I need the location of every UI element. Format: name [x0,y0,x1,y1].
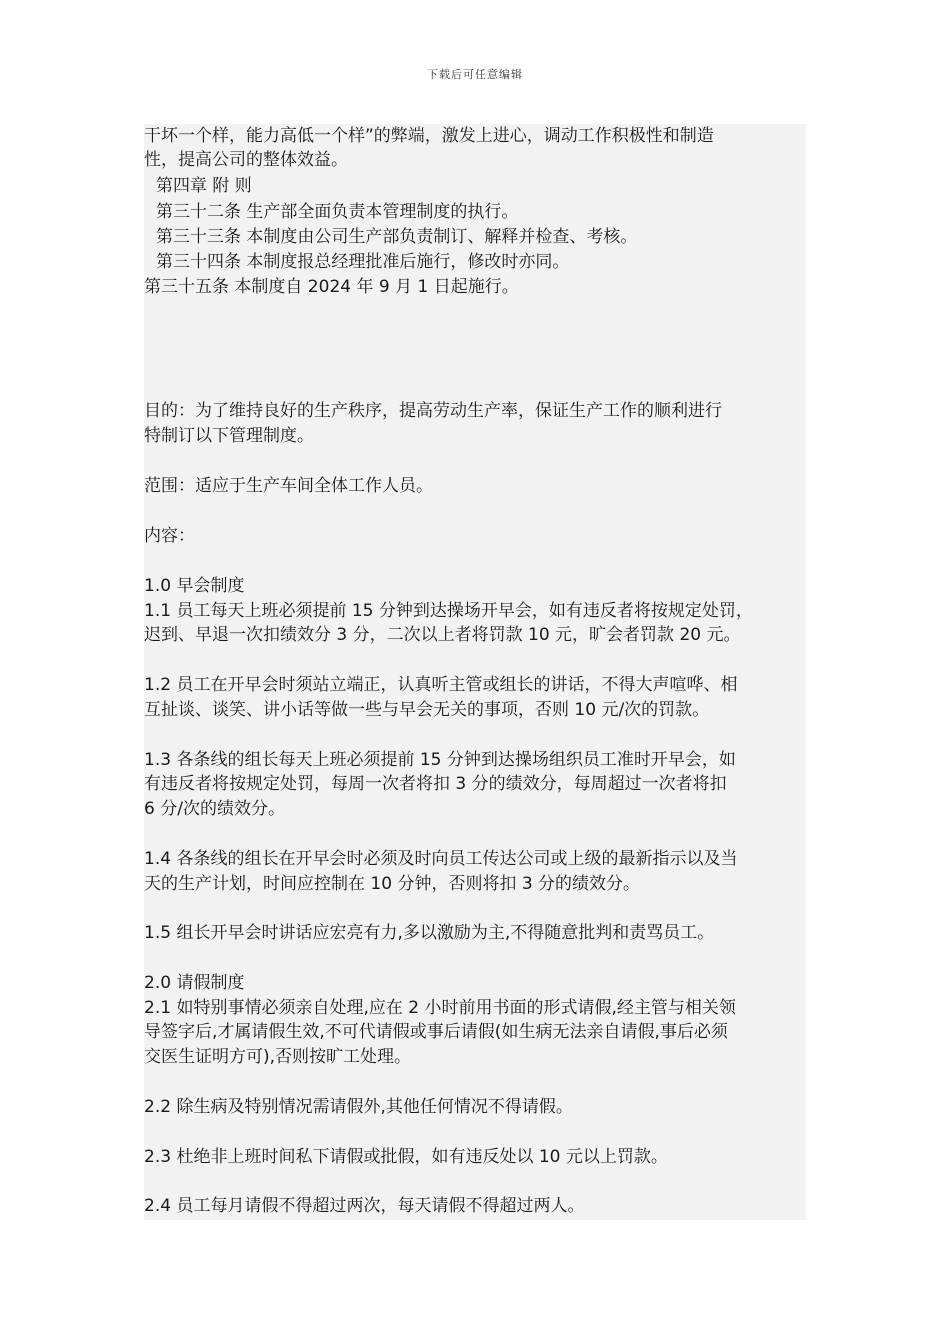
article-line: 第三十三条 本制度由公司生产部负责制订、解释并检查、考核。 [156,227,638,247]
page-header: 下载后可任意编辑 [427,68,523,81]
text-line: 性，提高公司的整体效益。 [144,150,348,170]
rule-line: 迟到、早退一次扣绩效分 3 分，二次以上者将罚款 10 元，旷会者罚款 20 元。 [144,625,741,645]
rule-line: 导签字后,才属请假生效,不可代请假或事后请假(如生病无法亲自请假,事后必须 [144,1022,728,1042]
rule-line: 2.4 员工每月请假不得超过两次，每天请假不得超过两人。 [144,1196,585,1216]
rule-line: 1.3 各条线的组长每天上班必须提前 15 分钟到达操场组织员工准时开早会，如 [144,750,736,770]
section-heading: 1.0 早会制度 [144,576,245,596]
rule-line: 互扯谈、谈笑、讲小话等做一些与早会无关的事项，否则 10 元/次的罚款。 [144,700,710,720]
purpose-line: 目的：为了维持良好的生产秩序，提高劳动生产率，保证生产工作的顺利进行 [144,401,722,421]
rule-line: 天的生产计划，时间应控制在 10 分钟，否则将扣 3 分的绩效分。 [144,874,641,894]
rule-line: 1.2 员工在开早会时须站立端正，认真听主管或组长的讲话，不得大声喧哗、相 [144,675,738,695]
article-line: 第三十五条 本制度自 2024 年 9 月 1 日起施行。 [144,277,519,297]
document-body [144,124,806,1220]
article-line: 第三十二条 生产部全面负责本管理制度的执行。 [156,202,519,222]
rule-line: 6 分/次的绩效分。 [144,799,285,819]
rule-line: 有违反者将按规定处罚，每周一次者将扣 3 分的绩效分，每周超过一次者将扣 [144,774,727,794]
content-heading: 内容： [144,526,195,546]
scope-line: 范围：适应于生产车间全体工作人员。 [144,476,433,496]
text-line: 干坏一个样，能力高低一个样”的弊端，激发上进心，调动工作积极性和制造 [144,126,714,146]
rule-line: 2.1 如特别事情必须亲自处理,应在 2 小时前用书面的形式请假,经主管与相关领 [144,998,736,1018]
rule-line: 1.1 员工每天上班必须提前 15 分钟到达操场开早会，如有违反者将按规定处罚， [144,601,753,621]
rule-line: 1.4 各条线的组长在开早会时必须及时向员工传达公司或上级的最新指示以及当 [144,849,738,869]
rule-line: 2.2 除生病及特别情况需请假外,其他任何情况不得请假。 [144,1097,573,1117]
section-heading: 2.0 请假制度 [144,973,245,993]
purpose-line: 特制订以下管理制度。 [144,426,314,446]
rule-line: 交医生证明方可),否则按旷工处理。 [144,1047,412,1067]
chapter-heading: 第四章 附 则 [156,176,252,196]
rule-line: 2.3 杜绝非上班时间私下请假或批假，如有违反处以 10 元以上罚款。 [144,1147,668,1167]
article-line: 第三十四条 本制度报总经理批准后施行，修改时亦同。 [156,252,570,272]
rule-line: 1.5 组长开早会时讲话应宏亮有力,多以激励为主,不得随意批判和责骂员工。 [144,923,715,943]
